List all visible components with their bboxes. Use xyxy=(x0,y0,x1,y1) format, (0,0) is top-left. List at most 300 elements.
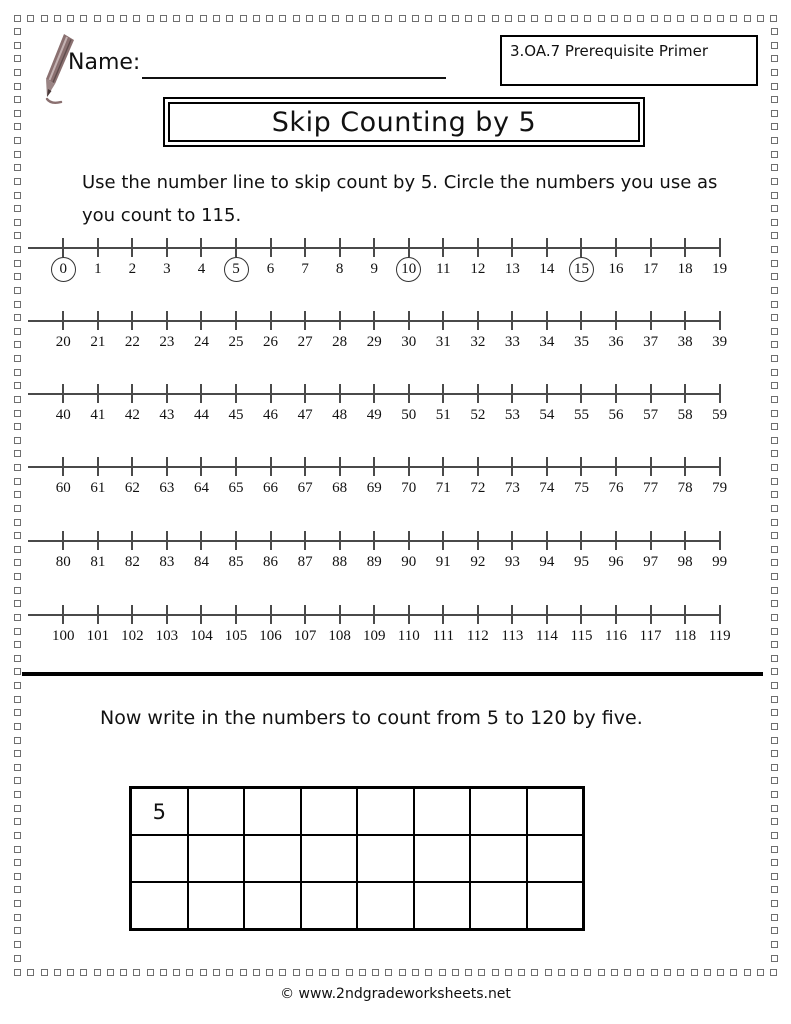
border-square xyxy=(319,969,326,976)
number-label: 70 xyxy=(401,480,417,496)
grid-cell xyxy=(414,882,471,929)
border-square xyxy=(80,969,87,976)
number-label: 35 xyxy=(573,334,589,350)
border-square xyxy=(14,886,21,893)
border-square xyxy=(452,15,459,22)
border-square xyxy=(771,42,778,49)
border-square xyxy=(505,969,512,976)
border-square xyxy=(14,668,21,675)
border-square xyxy=(240,969,247,976)
tick-mark xyxy=(650,457,652,476)
tick-mark xyxy=(270,531,272,550)
tick-mark xyxy=(304,605,306,624)
border-square xyxy=(14,587,21,594)
number-label: 17 xyxy=(643,261,659,277)
border-square xyxy=(14,723,21,730)
standard-badge xyxy=(500,35,758,86)
tick-mark xyxy=(62,457,64,476)
number-label: 106 xyxy=(259,628,282,644)
border-square xyxy=(771,955,778,962)
border-square xyxy=(14,682,21,689)
tick-mark xyxy=(511,531,513,550)
number-line-point xyxy=(702,235,737,285)
number-label: 77 xyxy=(643,480,659,496)
number-label: 74 xyxy=(539,480,555,496)
number-line-items xyxy=(46,308,737,358)
number-label: 90 xyxy=(401,554,417,570)
border-square xyxy=(186,969,193,976)
tick-mark xyxy=(339,457,341,476)
tick-mark xyxy=(511,384,513,403)
border-square xyxy=(771,437,778,444)
number-label: 21 xyxy=(90,334,106,350)
tick-mark xyxy=(97,531,99,550)
number-label: 9 xyxy=(370,261,378,277)
border-square xyxy=(200,969,207,976)
number-line-items xyxy=(46,528,737,578)
border-square xyxy=(571,15,578,22)
grid-cell xyxy=(357,835,414,882)
tick-mark xyxy=(408,311,410,330)
grid-cell xyxy=(301,835,358,882)
number-label: 64 xyxy=(193,480,209,496)
border-square xyxy=(279,969,286,976)
number-label: 80 xyxy=(55,554,71,570)
number-label: 102 xyxy=(121,628,144,644)
border-square xyxy=(771,791,778,798)
number-label: 33 xyxy=(504,334,520,350)
border-square xyxy=(704,969,711,976)
number-label: 48 xyxy=(332,407,348,423)
instructions xyxy=(82,166,717,232)
number-label: 104 xyxy=(190,628,213,644)
border-square xyxy=(147,969,154,976)
border-square xyxy=(14,42,21,49)
tick-mark xyxy=(62,238,64,257)
number-label: 31 xyxy=(435,334,451,350)
tick-mark xyxy=(235,531,237,550)
number-label: 96 xyxy=(608,554,624,570)
border-square xyxy=(452,969,459,976)
name-label: Name: xyxy=(68,50,141,75)
border-square xyxy=(637,15,644,22)
number-label: 71 xyxy=(435,480,451,496)
border-square xyxy=(80,15,87,22)
number-label: 91 xyxy=(435,554,451,570)
border-square xyxy=(691,969,698,976)
border-square xyxy=(160,15,167,22)
number-label: 44 xyxy=(193,407,209,423)
number-line-items xyxy=(46,454,737,504)
border-square xyxy=(147,15,154,22)
tick-mark xyxy=(719,531,721,550)
border-square xyxy=(771,737,778,744)
tick-mark xyxy=(615,238,617,257)
border-square xyxy=(253,969,260,976)
border-square xyxy=(771,28,778,35)
tick-mark xyxy=(235,457,237,476)
number-label: 113 xyxy=(501,628,524,644)
number-label: 27 xyxy=(297,334,313,350)
decorative-border-top xyxy=(14,15,778,22)
circled-number: 5 xyxy=(224,257,249,282)
border-square xyxy=(518,15,525,22)
number-label: 65 xyxy=(228,480,244,496)
tick-mark xyxy=(477,384,479,403)
number-label: 75 xyxy=(573,480,589,496)
section-divider xyxy=(22,672,763,676)
tick-mark xyxy=(615,311,617,330)
number-label: 72 xyxy=(470,480,486,496)
border-square xyxy=(240,15,247,22)
grid-cell xyxy=(188,835,245,882)
border-square xyxy=(771,805,778,812)
border-square xyxy=(757,969,764,976)
number-label: 97 xyxy=(643,554,659,570)
tick-mark xyxy=(97,457,99,476)
border-square xyxy=(14,505,21,512)
number-label: 55 xyxy=(573,407,589,423)
number-label: 42 xyxy=(124,407,140,423)
tick-mark xyxy=(200,457,202,476)
border-square xyxy=(226,15,233,22)
tick-mark xyxy=(339,311,341,330)
tick-mark xyxy=(580,238,582,257)
tick-mark xyxy=(477,457,479,476)
border-square xyxy=(518,969,525,976)
border-square xyxy=(439,969,446,976)
border-square xyxy=(744,969,751,976)
border-square xyxy=(771,164,778,171)
border-square xyxy=(545,969,552,976)
border-square xyxy=(385,969,392,976)
number-label: 43 xyxy=(159,407,175,423)
tick-mark xyxy=(131,311,133,330)
footer-credit: © www.2ndgradeworksheets.net xyxy=(280,986,511,1002)
border-square xyxy=(677,969,684,976)
border-square xyxy=(492,969,499,976)
number-label: 85 xyxy=(228,554,244,570)
tick-mark xyxy=(62,605,64,624)
border-square xyxy=(160,969,167,976)
tick-mark xyxy=(650,605,652,624)
border-square xyxy=(531,15,538,22)
tick-mark xyxy=(131,238,133,257)
number-line-row xyxy=(0,308,791,358)
border-square xyxy=(14,192,21,199)
border-square xyxy=(293,15,300,22)
tick-mark xyxy=(546,457,548,476)
number-label: 16 xyxy=(608,261,624,277)
border-square xyxy=(771,709,778,716)
border-square xyxy=(478,15,485,22)
tick-mark xyxy=(200,384,202,403)
tick-mark xyxy=(615,531,617,550)
tick-mark xyxy=(719,311,721,330)
number-label: 36 xyxy=(608,334,624,350)
border-square xyxy=(14,219,21,226)
border-square xyxy=(14,164,21,171)
border-square xyxy=(107,969,114,976)
border-square xyxy=(14,655,21,662)
border-square xyxy=(14,369,21,376)
border-square xyxy=(14,696,21,703)
border-square xyxy=(67,15,74,22)
tick-mark xyxy=(511,238,513,257)
border-square xyxy=(771,777,778,784)
tick-mark xyxy=(650,531,652,550)
tick-mark xyxy=(477,238,479,257)
grid-cell xyxy=(527,788,584,835)
border-square xyxy=(14,846,21,853)
number-label: 94 xyxy=(539,554,555,570)
number-label: 111 xyxy=(432,628,454,644)
tick-mark xyxy=(684,311,686,330)
circled-number: 10 xyxy=(396,257,421,282)
number-label: 49 xyxy=(366,407,382,423)
border-square xyxy=(771,818,778,825)
number-label: 118 xyxy=(674,628,697,644)
border-square xyxy=(14,110,21,117)
border-square xyxy=(771,137,778,144)
tick-mark xyxy=(304,384,306,403)
tick-mark xyxy=(684,384,686,403)
number-label: 39 xyxy=(712,334,728,350)
number-label: 89 xyxy=(366,554,382,570)
tick-mark xyxy=(373,605,375,624)
border-square xyxy=(771,123,778,130)
number-label: 54 xyxy=(539,407,555,423)
border-square xyxy=(771,655,778,662)
border-square xyxy=(771,668,778,675)
tick-mark xyxy=(339,531,341,550)
border-square xyxy=(598,969,605,976)
number-label: 100 xyxy=(52,628,75,644)
grid-cell xyxy=(527,882,584,929)
tick-mark xyxy=(684,457,686,476)
border-square xyxy=(558,15,565,22)
border-square xyxy=(771,287,778,294)
tick-mark xyxy=(546,531,548,550)
border-square xyxy=(412,969,419,976)
number-label: 56 xyxy=(608,407,624,423)
border-square xyxy=(14,437,21,444)
circled-number: 15 xyxy=(569,257,594,282)
border-square xyxy=(624,969,631,976)
border-square xyxy=(771,682,778,689)
border-square xyxy=(120,969,127,976)
tick-mark xyxy=(442,311,444,330)
tick-mark xyxy=(373,311,375,330)
border-square xyxy=(771,832,778,839)
tick-mark xyxy=(546,384,548,403)
title-box xyxy=(163,97,645,147)
number-label: 108 xyxy=(328,628,351,644)
grid-cell xyxy=(357,788,414,835)
border-square xyxy=(717,15,724,22)
border-square xyxy=(293,969,300,976)
number-label: 101 xyxy=(86,628,110,644)
tick-mark xyxy=(270,384,272,403)
number-label: 115 xyxy=(570,628,593,644)
border-square xyxy=(14,301,21,308)
grid-cell xyxy=(470,882,527,929)
tick-mark xyxy=(200,531,202,550)
border-square xyxy=(27,15,34,22)
border-square xyxy=(425,969,432,976)
border-square xyxy=(14,832,21,839)
number-label: 13 xyxy=(504,261,520,277)
border-square xyxy=(651,969,658,976)
tick-mark xyxy=(270,238,272,257)
number-label: 45 xyxy=(228,407,244,423)
number-line-row xyxy=(0,235,791,285)
tick-mark xyxy=(62,531,64,550)
number-label: 47 xyxy=(297,407,313,423)
border-square xyxy=(771,219,778,226)
border-square xyxy=(611,969,618,976)
number-label: 7 xyxy=(301,261,309,277)
tick-mark xyxy=(166,531,168,550)
number-label: 87 xyxy=(297,554,313,570)
border-square xyxy=(531,969,538,976)
number-label: 112 xyxy=(466,628,489,644)
border-square xyxy=(14,55,21,62)
tick-mark xyxy=(684,605,686,624)
number-label: 73 xyxy=(504,480,520,496)
tick-mark xyxy=(580,531,582,550)
tick-mark xyxy=(477,605,479,624)
border-square xyxy=(14,859,21,866)
number-label: 8 xyxy=(335,261,344,277)
number-label: 83 xyxy=(159,554,175,570)
tick-mark xyxy=(166,311,168,330)
border-square xyxy=(14,764,21,771)
number-label: 82 xyxy=(124,554,140,570)
border-square xyxy=(266,969,273,976)
tick-mark xyxy=(304,311,306,330)
border-square xyxy=(54,969,61,976)
number-label: 28 xyxy=(332,334,348,350)
grid-cell xyxy=(470,835,527,882)
border-square xyxy=(664,15,671,22)
number-label: 22 xyxy=(124,334,140,350)
border-square xyxy=(771,846,778,853)
instructions-line-1: Use the number line to skip count by 5. Circle the numbers you use as xyxy=(82,172,718,193)
grid-cell xyxy=(414,788,471,835)
border-square xyxy=(346,15,353,22)
tick-mark xyxy=(339,605,341,624)
tick-mark xyxy=(235,384,237,403)
border-square xyxy=(332,15,339,22)
grid-cell xyxy=(301,882,358,929)
tick-mark xyxy=(442,384,444,403)
border-square xyxy=(704,15,711,22)
border-square xyxy=(584,969,591,976)
border-square xyxy=(611,15,618,22)
number-label: 32 xyxy=(470,334,486,350)
border-square xyxy=(27,969,34,976)
tick-mark xyxy=(546,605,548,624)
number-label: 93 xyxy=(504,554,520,570)
number-label: 37 xyxy=(643,334,659,350)
number-label: 63 xyxy=(159,480,175,496)
border-square xyxy=(771,750,778,757)
border-square xyxy=(425,15,432,22)
number-label: 53 xyxy=(504,407,520,423)
tick-mark xyxy=(580,457,582,476)
number-line-point xyxy=(702,308,737,358)
border-square xyxy=(571,969,578,976)
tick-mark xyxy=(131,605,133,624)
border-square xyxy=(133,15,140,22)
border-square xyxy=(730,15,737,22)
border-square xyxy=(637,969,644,976)
number-label: 76 xyxy=(608,480,624,496)
tick-mark xyxy=(97,605,99,624)
border-square xyxy=(771,96,778,103)
border-square xyxy=(120,15,127,22)
border-square xyxy=(372,969,379,976)
border-square xyxy=(691,15,698,22)
border-square xyxy=(54,15,61,22)
border-square xyxy=(399,969,406,976)
border-square xyxy=(771,519,778,526)
number-label: 119 xyxy=(708,628,731,644)
border-square xyxy=(771,301,778,308)
number-line-point xyxy=(702,602,737,652)
number-label: 30 xyxy=(401,334,417,350)
border-square xyxy=(359,969,366,976)
border-square xyxy=(677,15,684,22)
border-square xyxy=(94,15,101,22)
tick-mark xyxy=(546,238,548,257)
grid-cell: 5 xyxy=(131,788,188,835)
border-square xyxy=(41,969,48,976)
tick-mark xyxy=(97,384,99,403)
tick-mark xyxy=(131,531,133,550)
tick-mark xyxy=(339,238,341,257)
number-label: 19 xyxy=(712,261,728,277)
border-square xyxy=(624,15,631,22)
number-label: 4 xyxy=(197,261,206,277)
border-square xyxy=(545,15,552,22)
border-square xyxy=(173,969,180,976)
tick-mark xyxy=(477,311,479,330)
number-label: 20 xyxy=(55,334,71,350)
grid-cell xyxy=(244,835,301,882)
tick-mark xyxy=(546,311,548,330)
number-label: 12 xyxy=(470,261,486,277)
border-square xyxy=(14,750,21,757)
number-label: 109 xyxy=(362,628,386,644)
number-label: 79 xyxy=(712,480,728,496)
grid-cell xyxy=(301,788,358,835)
border-square xyxy=(14,791,21,798)
number-label: 98 xyxy=(677,554,693,570)
number-label: 86 xyxy=(263,554,279,570)
border-square xyxy=(771,55,778,62)
tick-mark xyxy=(442,605,444,624)
number-label: 81 xyxy=(90,554,106,570)
circled-number: 0 xyxy=(51,257,76,282)
number-label: 105 xyxy=(224,628,248,644)
border-square xyxy=(14,941,21,948)
page-title: Skip Counting by 5 xyxy=(271,106,537,138)
number-line-row xyxy=(0,602,791,652)
border-square xyxy=(770,15,777,22)
border-square xyxy=(359,15,366,22)
